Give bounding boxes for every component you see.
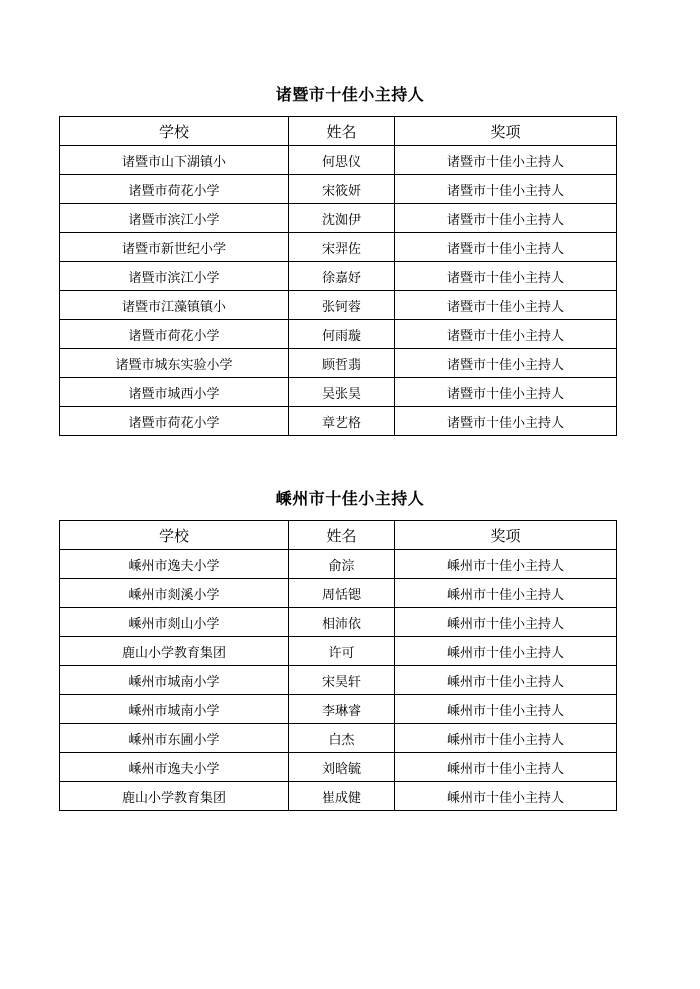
cell-award: 嵊州市十佳小主持人 [395,608,617,637]
cell-award: 诸暨市十佳小主持人 [395,204,617,233]
cell-name: 沈洳伊 [289,204,395,233]
column-header-award: 奖项 [395,521,617,550]
table-body [60,146,617,436]
table-row [60,291,617,320]
table-row [60,695,617,724]
cell-school: 鹿山小学教育集团 [60,637,289,666]
table-row [60,378,617,407]
cell-name: 何思仪 [289,146,395,175]
table-row [60,320,617,349]
cell-name: 崔成健 [289,782,395,811]
cell-school: 诸暨市江藻镇镇小 [60,291,289,320]
column-header-name: 姓名 [289,521,395,550]
cell-award: 诸暨市十佳小主持人 [395,349,617,378]
cell-school: 诸暨市城西小学 [60,378,289,407]
cell-award: 嵊州市十佳小主持人 [395,579,617,608]
table-row [60,407,617,436]
cell-name: 吴张昊 [289,378,395,407]
table-row [60,146,617,175]
cell-award: 诸暨市十佳小主持人 [395,146,617,175]
cell-name: 何雨璇 [289,320,395,349]
table-row [60,608,617,637]
table-row [60,204,617,233]
column-header-school: 学校 [60,117,289,146]
cell-award: 诸暨市十佳小主持人 [395,262,617,291]
cell-school: 诸暨市山下湖镇小 [60,146,289,175]
cell-award: 嵊州市十佳小主持人 [395,637,617,666]
cell-award: 诸暨市十佳小主持人 [395,320,617,349]
cell-school: 嵊州市剡山小学 [60,608,289,637]
cell-name: 宋昊轩 [289,666,395,695]
table-body [60,550,617,811]
cell-award: 嵊州市十佳小主持人 [395,695,617,724]
table-row [60,782,617,811]
cell-award: 嵊州市十佳小主持人 [395,782,617,811]
cell-name: 相沛依 [289,608,395,637]
cell-award: 诸暨市十佳小主持人 [395,233,617,262]
cell-award: 嵊州市十佳小主持人 [395,550,617,579]
cell-award: 嵊州市十佳小主持人 [395,724,617,753]
cell-school: 诸暨市荷花小学 [60,407,289,436]
cell-school: 诸暨市滨江小学 [60,262,289,291]
table-row [60,262,617,291]
table-row [60,724,617,753]
section-title-shengzhou: 嵊州市十佳小主持人 [275,489,425,508]
table-row [60,579,617,608]
table-header-row [60,117,617,146]
table-row [60,550,617,579]
table-row [60,233,617,262]
column-header-award: 奖项 [395,117,617,146]
cell-school: 嵊州市东圃小学 [60,724,289,753]
cell-name: 宋羿佐 [289,233,395,262]
cell-school: 鹿山小学教育集团 [60,782,289,811]
cell-name: 许可 [289,637,395,666]
table-row [60,175,617,204]
cell-award: 诸暨市十佳小主持人 [395,407,617,436]
cell-school: 诸暨市城东实验小学 [60,349,289,378]
table-row [60,666,617,695]
column-header-name: 姓名 [289,117,395,146]
table-header-row [60,521,617,550]
cell-award: 嵊州市十佳小主持人 [395,753,617,782]
award-table-shengzhou [59,520,617,811]
cell-name: 徐嘉妤 [289,262,395,291]
cell-name: 刘晗毓 [289,753,395,782]
cell-name: 顾哲翡 [289,349,395,378]
section-title-zhuji: 诸暨市十佳小主持人 [275,85,425,104]
cell-school: 嵊州市逸夫小学 [60,753,289,782]
cell-award: 诸暨市十佳小主持人 [395,291,617,320]
cell-name: 俞淙 [289,550,395,579]
table-row [60,753,617,782]
cell-school: 诸暨市滨江小学 [60,204,289,233]
cell-school: 嵊州市城南小学 [60,695,289,724]
cell-name: 李琳睿 [289,695,395,724]
cell-school: 嵊州市剡溪小学 [60,579,289,608]
cell-school: 诸暨市新世纪小学 [60,233,289,262]
award-table-zhuji [59,116,617,436]
table-row [60,349,617,378]
cell-award: 嵊州市十佳小主持人 [395,666,617,695]
cell-award: 诸暨市十佳小主持人 [395,378,617,407]
cell-school: 嵊州市逸夫小学 [60,550,289,579]
cell-name: 白杰 [289,724,395,753]
cell-name: 章艺格 [289,407,395,436]
cell-award: 诸暨市十佳小主持人 [395,175,617,204]
cell-name: 周恬锶 [289,579,395,608]
column-header-school: 学校 [60,521,289,550]
cell-name: 宋筱妍 [289,175,395,204]
cell-school: 诸暨市荷花小学 [60,175,289,204]
table-row [60,637,617,666]
cell-school: 诸暨市荷花小学 [60,320,289,349]
cell-school: 嵊州市城南小学 [60,666,289,695]
cell-name: 张钶蓉 [289,291,395,320]
